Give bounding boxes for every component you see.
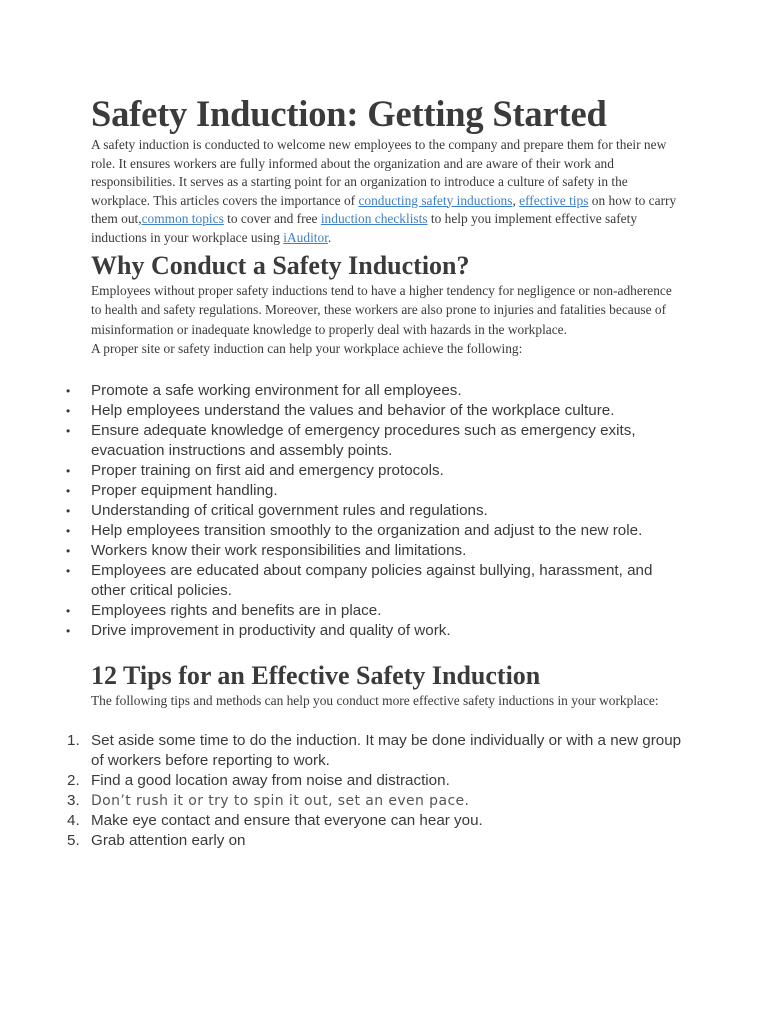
conducting-safety-inductions-link[interactable]: conducting safety inductions: [358, 192, 513, 208]
bullet-icon: •: [66, 404, 71, 419]
intro-text: to help you implement effective safety inductions in your workplace using: [91, 211, 638, 245]
bullet-icon: •: [66, 504, 71, 519]
iauditor-link[interactable]: iAuditor: [283, 229, 328, 245]
list-item-text: Help employees understand the values and behavior of the workplace culture.: [91, 402, 615, 420]
bullet-icon: •: [66, 564, 71, 579]
list-item-text: Workers know their work responsibilities and limitations.: [91, 542, 467, 560]
list-item: [66, 541, 691, 561]
intro-text: ,: [512, 192, 520, 208]
list-item-text: Employees rights and benefits are in place.: [91, 602, 382, 620]
intro-text: A safety induction is conducted to welcome new employees to the company and prepare them for their new role. It ensures workers are fully informed about the organization and are aware of their work and responsibilities. It serves as a starting point for an organization to introduce a culture of safety in the workplace. This articles covers the importance of: [91, 137, 667, 208]
list-item: [66, 381, 691, 401]
list-number: 4.: [67, 812, 80, 830]
list-item: [66, 501, 691, 521]
list-item-text: Help employees transition smoothly to the organization and adjust to the new role.: [91, 522, 643, 540]
list-item: [67, 731, 691, 771]
list-number: 1.: [67, 732, 80, 750]
list-item-text: Don’t rush it or try to spin it out, set an even pace.: [91, 793, 470, 810]
list-item-text: Drive improvement in productivity and quality of work.: [91, 622, 451, 640]
effective-tips-link[interactable]: effective tips: [519, 192, 589, 208]
why-heading: Why Conduct a Safety Induction?: [91, 251, 470, 280]
why-lead-paragraph: A proper site or safety induction can help your workplace achieve the following:: [91, 340, 523, 356]
common-topics-link[interactable]: common topics: [141, 211, 224, 226]
bullet-icon: •: [66, 544, 71, 559]
list-item-text: Proper training on first aid and emergency protocols.: [91, 462, 444, 480]
list-item: [66, 481, 691, 501]
bullet-icon: •: [66, 424, 71, 439]
list-item-text: Understanding of critical government rules and regulations.: [91, 502, 488, 520]
list-item-text: Proper equipment handling.: [91, 482, 278, 500]
list-number: 2.: [67, 772, 80, 790]
list-number: 3.: [67, 792, 80, 810]
tips-heading: 12 Tips for an Effective Safety Induction: [91, 661, 541, 691]
list-item-text: Employees are educated about company policies against bullying, harassment, and other critical policies.: [91, 562, 653, 600]
list-item: [66, 601, 691, 621]
list-item: [66, 521, 691, 541]
list-item-text: Find a good location away from noise and distraction.: [91, 772, 450, 790]
tips-paragraph: The following tips and methods can help you conduct more effective safety inductions in your workplace:: [91, 693, 659, 709]
list-item: [66, 561, 691, 601]
bullet-icon: •: [66, 624, 71, 639]
intro-text: to cover and free: [223, 211, 321, 226]
bullet-icon: •: [66, 604, 71, 619]
list-item: [66, 461, 691, 481]
intro-text: .: [327, 229, 332, 245]
tips-list: [67, 731, 691, 851]
page-title: Safety Induction: Getting Started: [91, 93, 607, 134]
intro-text: on how to carry them out,: [91, 192, 677, 226]
list-item: [66, 401, 691, 421]
list-item: [67, 791, 691, 811]
list-item: [67, 831, 691, 851]
list-item-text: Ensure adequate knowledge of emergency procedures such as emergency exits, evacuation instructions and assembly points.: [91, 422, 636, 460]
document-page: [66, 92, 691, 851]
list-item-text: Make eye contact and ensure that everyone can hear you.: [91, 812, 483, 830]
list-item: [66, 621, 691, 641]
list-item: [66, 421, 691, 461]
bullet-icon: •: [66, 484, 71, 499]
list-item: [67, 771, 691, 791]
intro-paragraph: [91, 136, 681, 247]
list-item-text: Promote a safe working environment for all employees.: [91, 382, 462, 400]
benefits-list: [66, 381, 691, 641]
why-paragraph: Employees without proper safety inductions tend to have a higher tendency for negligence or non-adherence to health and safety regulations. Moreover, these workers are also prone to injuries and fatalities because of misinformation or inadequate knowledge to properly deal with hazards in the workplace.: [91, 283, 672, 337]
bullet-icon: •: [66, 524, 71, 539]
bullet-icon: •: [66, 464, 71, 479]
bullet-icon: •: [66, 384, 71, 399]
list-item: [67, 811, 691, 831]
induction-checklists-link[interactable]: induction checklists: [320, 211, 428, 226]
list-item-text: Grab attention early on: [91, 832, 246, 850]
list-item-text: Set aside some time to do the induction. It may be done individually or with a new group of workers before reporting to work.: [91, 732, 682, 770]
list-number: 5.: [67, 832, 80, 850]
